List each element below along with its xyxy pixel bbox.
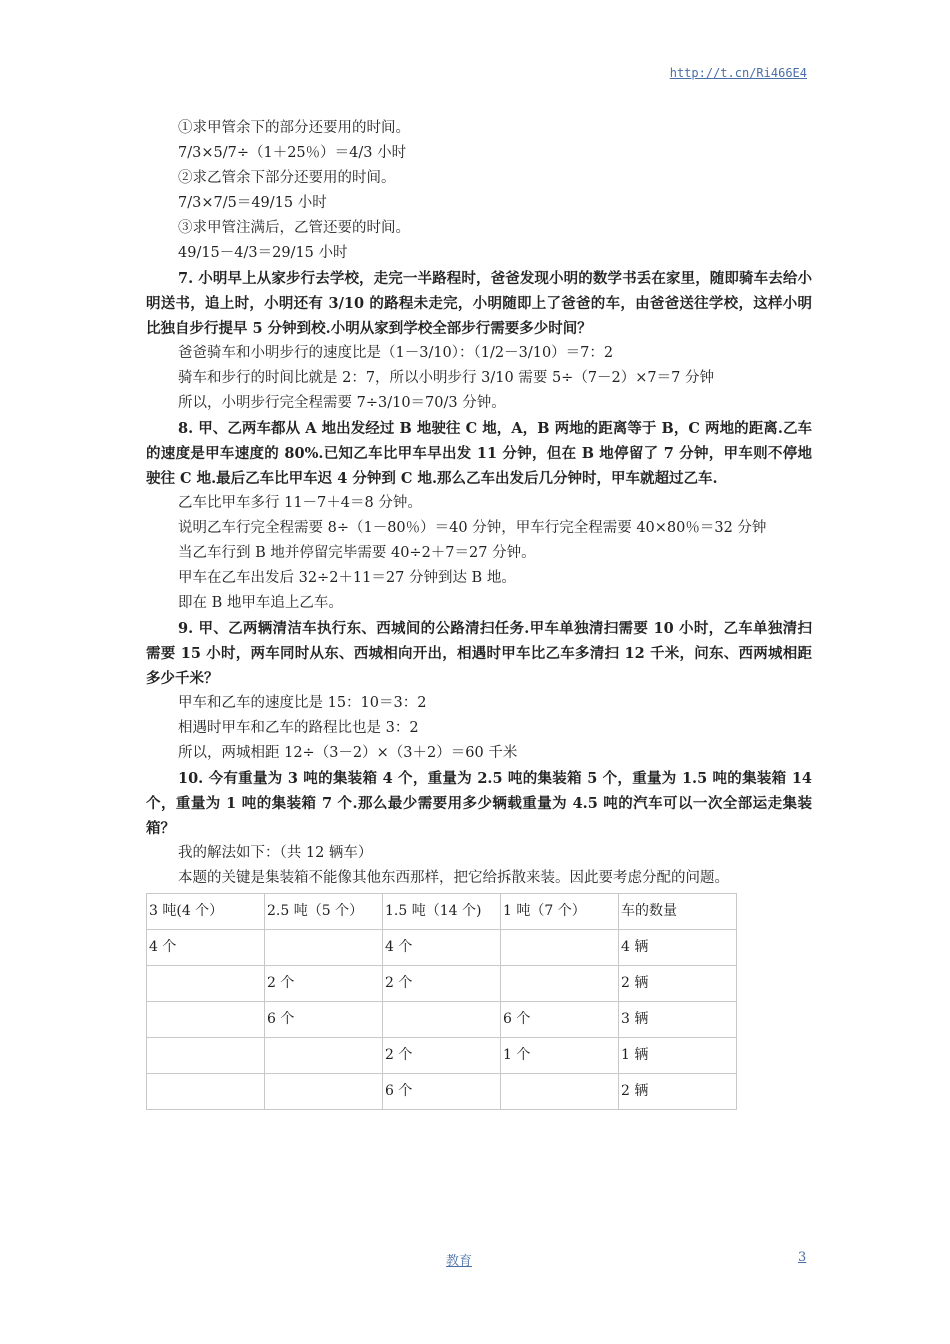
answer-line: 说明乙车行完全程需要 8÷（1－80％）＝40 分钟，甲车行完全程需要 40×80％＝32 分钟 xyxy=(178,520,767,536)
answer-line: 爸爸骑车和小明步行的速度比是（1－3/10）：（1/2－3/10）＝7：2 xyxy=(178,345,614,361)
table-row xyxy=(147,930,737,966)
table-cell xyxy=(265,1074,383,1110)
table-cell: 2 个 xyxy=(265,966,383,1002)
text-line: 7/3×5/7÷（1＋25％）＝4/3 小时 xyxy=(178,145,407,161)
table-cell xyxy=(265,930,383,966)
table-header-cell: 车的数量 xyxy=(619,894,737,930)
table-cell: 2 个 xyxy=(383,966,501,1002)
table-cell: 4 个 xyxy=(147,930,265,966)
table-cell: 1 辆 xyxy=(619,1038,737,1074)
table-cell: 2 个 xyxy=(383,1038,501,1074)
answer-line: 乙车比甲车多行 11－7＋4＝8 分钟。 xyxy=(178,495,422,511)
table-cell: 3 辆 xyxy=(619,1002,737,1038)
table-row xyxy=(147,1002,737,1038)
table-header-cell: 3 吨(4 个） xyxy=(147,894,265,930)
question-9: 9. 甲、乙两辆清洁车执行东、西城间的公路清扫任务.甲车单独清扫需要 10 小时，乙车单独清扫需要 15 小时，两车同时从东、西城相向开出，相遇时甲车比乙车多清扫 12 千米，问东、西两城相距多少千米？ xyxy=(146,620,812,687)
question-8: 8. 甲、乙两车都从 A 地出发经过 B 地驶往 C 地，A，B 两地的距离等于 B，C 两地的距离.乙车的速度是甲车速度的 80%.已知乙车比甲车早出发 11 分钟，但在 B 地停留了 7 分钟，甲车则不停地驶往 C 地.最后乙车比甲车迟 4 分钟到 C 地.那么乙车出发后几分钟时，甲车就超过乙车. xyxy=(146,420,812,487)
table-cell xyxy=(383,1002,501,1038)
question-10: 10. 今有重量为 3 吨的集装箱 4 个，重量为 2.5 吨的集装箱 5 个，重量为 1.5 吨的集装箱 14 个，重量为 1 吨的集装箱 7 个.那么最少需要用多少辆载重量为 4.5 吨的汽车可以一次全部运走集装箱？ xyxy=(146,770,812,837)
header-link[interactable]: http://t.cn/Ri466E4 xyxy=(669,66,807,80)
answer-line: 本题的关键是集装箱不能像其他东西那样，把它给拆散来装。因此要考虑分配的问题。 xyxy=(178,870,729,886)
answer-line: 甲车和乙车的速度比是 15：10＝3：2 xyxy=(178,695,427,711)
table-header-row xyxy=(147,894,737,930)
page-number[interactable]: 3 xyxy=(798,1250,807,1265)
table-cell: 2 辆 xyxy=(619,966,737,1002)
table-header-cell: 1.5 吨（14 个) xyxy=(383,894,501,930)
text-line: 49/15－4/3＝29/15 小时 xyxy=(178,245,348,261)
answer-line: 甲车在乙车出发后 32÷2＋11＝27 分钟到达 B 地。 xyxy=(178,570,516,586)
table-cell: 2 辆 xyxy=(619,1074,737,1110)
table-cell: 1 个 xyxy=(501,1038,619,1074)
answer-line: 骑车和步行的时间比就是 2：7，所以小明步行 3/10 需要 5÷（7－2）×7＝7 分钟 xyxy=(178,370,714,386)
table-header-cell: 2.5 吨（5 个） xyxy=(265,894,383,930)
answer-line: 所以，两城相距 12÷（3－2）×（3＋2）＝60 千米 xyxy=(178,745,518,761)
table-cell: 6 个 xyxy=(383,1074,501,1110)
table-cell xyxy=(501,1074,619,1110)
footer-link[interactable]: 教育 xyxy=(446,1254,473,1269)
table-cell xyxy=(265,1038,383,1074)
text-line: 7/3×7/5＝49/15 小时 xyxy=(178,195,327,211)
allocation-table xyxy=(146,893,737,1110)
text-line: ②求乙管余下部分还要用的时间。 xyxy=(178,170,396,186)
question-7: 7. 小明早上从家步行去学校，走完一半路程时，爸爸发现小明的数学书丢在家里，随即骑车去给小明送书，追上时，小明还有 3/10 的路程未走完，小明随即上了爸爸的车，由爸爸送往学校，这样小明比独自步行提早 5 分钟到校.小明从家到学校全部步行需要多少时间？ xyxy=(146,270,812,337)
table-cell xyxy=(147,1074,265,1110)
answer-line: 相遇时甲车和乙车的路程比也是 3：2 xyxy=(178,720,419,736)
text-line: ③求甲管注满后，乙管还要的时间。 xyxy=(178,220,410,236)
table-row xyxy=(147,1074,737,1110)
answer-line: 所以，小明步行完全程需要 7÷3/10＝70/3 分钟。 xyxy=(178,395,506,411)
answer-line: 当乙车行到 B 地并停留完毕需要 40÷2＋7＝27 分钟。 xyxy=(178,545,536,561)
table-cell: 4 辆 xyxy=(619,930,737,966)
table-cell xyxy=(147,966,265,1002)
table-cell: 6 个 xyxy=(501,1002,619,1038)
table-cell xyxy=(147,1038,265,1074)
table-header-cell: 1 吨（7 个） xyxy=(501,894,619,930)
text-line: ①求甲管余下的部分还要用的时间。 xyxy=(178,120,410,136)
table-cell xyxy=(501,930,619,966)
table-cell xyxy=(147,1002,265,1038)
table-cell xyxy=(501,966,619,1002)
table-cell: 6 个 xyxy=(265,1002,383,1038)
document-body xyxy=(146,116,812,1110)
answer-line: 我的解法如下：（共 12 辆车） xyxy=(178,845,373,861)
table-row xyxy=(147,1038,737,1074)
answer-line: 即在 B 地甲车追上乙车。 xyxy=(178,595,343,611)
table-row xyxy=(147,966,737,1002)
table-cell: 4 个 xyxy=(383,930,501,966)
